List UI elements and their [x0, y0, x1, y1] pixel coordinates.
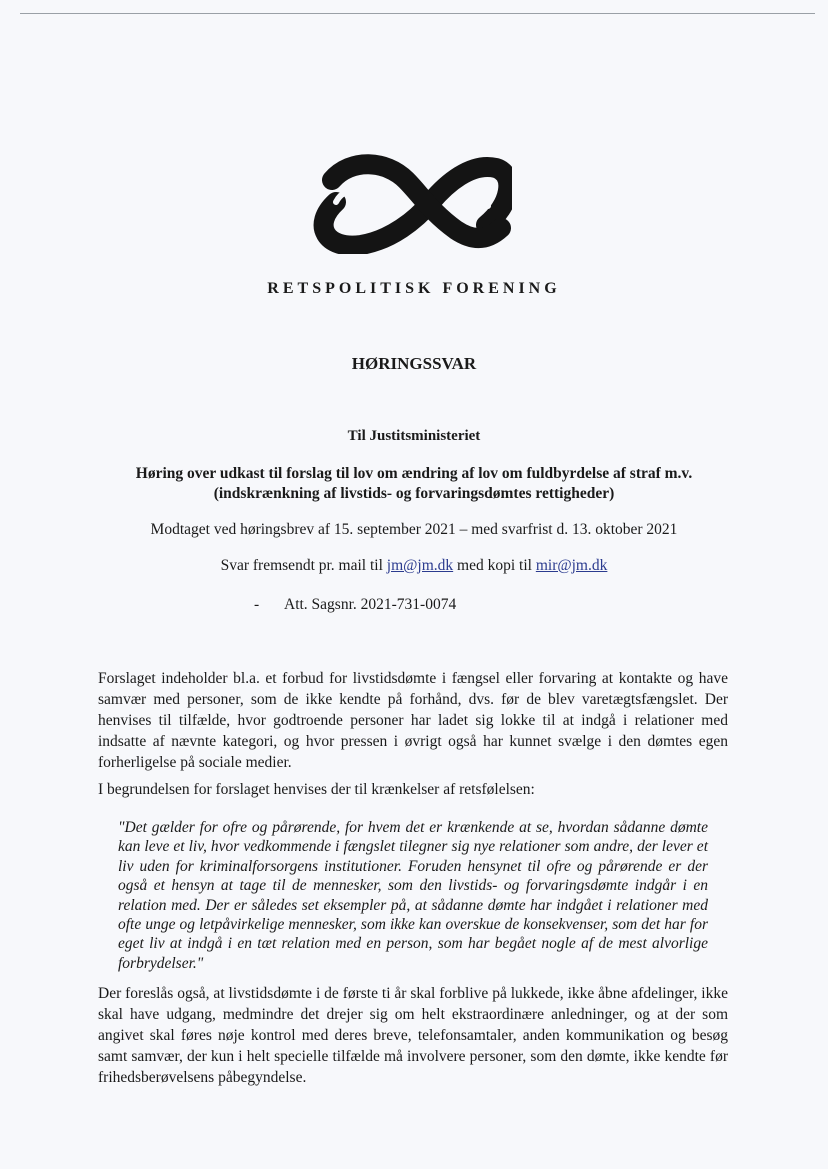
- paragraph-3: Der foreslås også, at livstidsdømte i de første ti år skal forblive på lukkede, ikke åbne afdelinger, ikke skal have udgang, medmindre det drejer sig om helt ekstraordinære anledninger, og at der som angivet skal føres nøje kontrol med deres breve, telefonsamtaler, anden kommunikation og besøg samt samvær, der kun i helt specielle tilfælde må involvere personer, som den dømte, ikke kendte før frihedsberøvelsens påbegyndelse.: [98, 985, 728, 1086]
- email-link-mir[interactable]: mir@jm.dk: [535, 557, 608, 574]
- infinity-logo-icon: [306, 150, 512, 254]
- reference-bullet: -: [254, 596, 260, 613]
- sent-prefix: Svar fremsendt pr. mail til: [220, 557, 383, 574]
- paragraph-1: Forslaget indeholder bl.a. et forbud for livstidsdømte i fængsel eller forvaring at kontakte og have samvær med personer, som de ikke kendte på forhånd, dvs. før de blev varetægtsfængslet. Der henvises til tilfælde, hvor godtroende personer har ladet sig lokke til at indgå i relationer med indsatte af nævnte kategori, og hvor pressen i øvrigt også har kunnet svælge i den dømtes egen forherligelse på sociale medier.: [98, 670, 728, 771]
- sent-line: [0, 557, 828, 575]
- sent-middle: med kopi til: [457, 557, 532, 574]
- subject-block: [0, 464, 828, 504]
- document-heading: HØRINGSSVAR: [351, 354, 477, 373]
- paragraph-2: I begrundelsen for forslaget henvises der til krænkelser af retsfølelsen:: [98, 781, 535, 798]
- subject-line-2: (indskrænkning af livstids- og forvaringsdømtes rettigheder): [213, 485, 615, 502]
- reference-line: [254, 596, 456, 614]
- subject-line-1: Høring over udkast til forslag til lov om ændring af lov om fuldbyrdelse af straf m.v.: [135, 465, 693, 482]
- quotation-block: "Det gælder for ofre og pårørende, for hvem det er krænkende at se, hvordan sådanne dømte kan leve et liv, hvor vedkommende i fængslet tilegner sig nye relationer som andre, der lever et liv uden for kriminalforsorgens institutioner. Foruden hensynet til ofre og pårørende er der også et hensyn at tage til de mennesker, som den livstids- og forvaringsdømte indgår i en relation med. Der er således set eksempler på, at sådanne dømte har indgået i relationer med ofte unge og letpåvirkelige mennesker, som ikke kan overskue de konsekvenser, som det har for eget liv at indgå i en tæt relation med en person, som har begået nogle af de mest alvorlige forbrydelser.": [118, 819, 708, 972]
- recipient-line: Til Justitsministeriet: [347, 428, 481, 444]
- email-link-jm[interactable]: jm@jm.dk: [386, 557, 454, 574]
- organization-name: RETSPOLITISK FORENING: [267, 280, 561, 297]
- scan-edge-line: [20, 13, 815, 14]
- received-line: Modtaget ved høringsbrev af 15. september 2021 – med svarfrist d. 13. oktober 2021: [150, 521, 678, 538]
- reference-text: Att. Sagsnr. 2021-731-0074: [284, 596, 457, 613]
